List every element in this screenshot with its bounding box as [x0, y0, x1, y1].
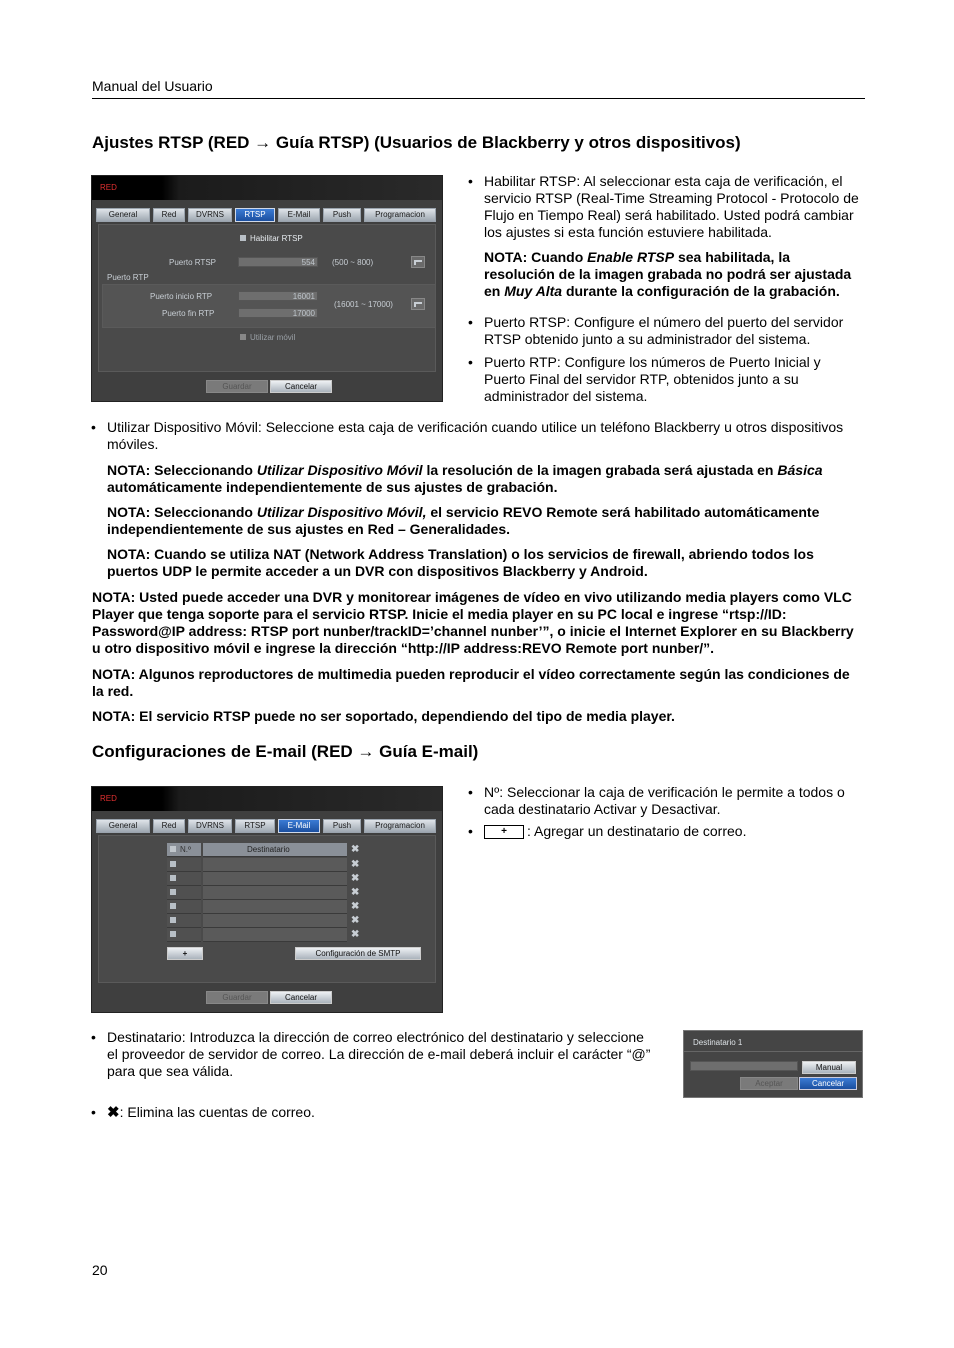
note-emph: Básica: [777, 462, 823, 478]
table-row: [167, 914, 367, 928]
tab-email[interactable]: E-Mail: [278, 819, 320, 833]
row-checkbox[interactable]: [170, 875, 176, 881]
note-text: durante la configuración de la grabación.: [562, 283, 840, 299]
recipient-cell[interactable]: [203, 858, 347, 872]
bullet-no: • Nº: Seleccionar la caja de verificación le permite a todos o cada destinatario Activar y Desactivar.: [468, 784, 845, 817]
bullet-text: Habilitar RTSP: Al seleccionar esta caja de verificación, el servicio RTSP (Real-Time Streaming Protocol - Protocolo de Flujo en Tiempo Real) será habilitado. Usted podrá cambiar los ajustes si esta función estuviere habilitada.: [484, 173, 859, 240]
tab-red[interactable]: Red: [153, 819, 185, 833]
note-vlc: NOTA: Usted puede acceder una DVR y monitorear imágenes de vídeo en vivo utilizando media players como VLC Player que tenga soporte para el servicio RTSP. Inicie el media player en su PC local e ingrese “rtsp://ID: Password@IP address: RTSP port nunber/trackID=’channel nunber’”, o inicie el Internet Explorer en su Blackberry u otro dispositivo móvil e ingrese la dirección “http://IP address:REVO Remote port nunber/”.: [92, 589, 854, 656]
tab-push[interactable]: Push: [323, 819, 361, 833]
save-button[interactable]: Guardar: [206, 380, 268, 393]
page-number: 20: [92, 1262, 108, 1278]
settings-tabs: [96, 208, 438, 222]
tab-programacion[interactable]: Programacion: [364, 208, 436, 222]
delete-icon[interactable]: ✖: [351, 859, 360, 870]
bullet-text: Utilizar Dispositivo Móvil: Seleccione esta caja de verificación cuando utilice un teléfono Blackberry u otros dispositivos móviles.: [107, 419, 844, 452]
email-settings-screen: [91, 786, 443, 1013]
screen-title: RED: [100, 794, 117, 803]
add-recipient-button[interactable]: +: [167, 947, 203, 960]
tab-email[interactable]: E-Mail: [278, 208, 320, 222]
note-text: sea habilitada, la resolución de la imagen grabada no podrá ser ajustada en: [484, 249, 852, 299]
screen-titlebar: [92, 787, 442, 811]
delete-icon[interactable]: ✖: [351, 915, 360, 926]
tab-programacion[interactable]: Programacion: [364, 819, 436, 833]
delete-icon: ✖: [107, 1104, 120, 1122]
rtsp-port-range: (500 ~ 800): [332, 258, 374, 267]
note-emph: Utilizar Dispositivo Móvil: [256, 462, 423, 478]
bullet-enable-rtsp: • Habilitar RTSP: Al seleccionar esta caja de verificación, el servicio RTSP (Real-Time Streaming Protocol - Protocolo de Flujo en Tiempo Real) será habilitado. Usted podrá cambiar los ajustes si esta función estuviere habilitada.: [468, 173, 859, 240]
rtp-start-input[interactable]: 16001: [238, 291, 318, 301]
col-dest-header: [203, 843, 347, 857]
use-mobile-label: Utilizar móvil: [250, 333, 296, 342]
rtp-start-label: Puerto inicio RTP: [150, 292, 213, 301]
tab-red[interactable]: Red: [153, 208, 185, 222]
dialog-title: Destinatario 1: [693, 1038, 743, 1047]
rtp-port-reset-button[interactable]: [411, 298, 425, 310]
bullet-add: • + : Agregar un destinatario de correo.: [468, 823, 747, 839]
bullet-text: : Elimina las cuentas de correo.: [119, 1104, 315, 1120]
table-row: [167, 886, 367, 900]
note-mobile-resolution: [107, 462, 865, 496]
recipient-dialog: [683, 1030, 863, 1098]
recipient-cell[interactable]: [203, 872, 347, 886]
note-text: automáticamente independientemente de sus ajustes de grabación.: [107, 479, 558, 495]
manual-header: Manual del Usuario: [92, 78, 213, 94]
enable-rtsp-checkbox[interactable]: [240, 235, 246, 241]
tab-dvrns[interactable]: DVRNS: [188, 208, 232, 222]
col-no-label: N.º: [180, 845, 191, 854]
rtp-port-group-label: Puerto RTP: [107, 273, 149, 282]
row-checkbox[interactable]: [170, 917, 176, 923]
note-text: la resolución de la imagen grabada será ajustada en: [422, 462, 778, 478]
rtsp-port-reset-button[interactable]: [411, 256, 425, 268]
tab-push[interactable]: Push: [323, 208, 361, 222]
table-row: [167, 900, 367, 914]
screen-titlebar: [92, 176, 442, 200]
note-text: NOTA: Cuando: [484, 249, 588, 265]
recipient-cell[interactable]: [203, 886, 347, 900]
bullet-delete: • ✖: Elimina las cuentas de correo.: [91, 1104, 315, 1122]
bullet-text: Puerto RTP: Configure los números de Puerto Inicial y Puerto Final del servidor RTP, obtenidos junto a su administrador del sistema.: [484, 354, 821, 404]
rtp-end-input[interactable]: 17000: [238, 308, 318, 318]
recipient-cell[interactable]: [203, 914, 347, 928]
dialog-cancel-button[interactable]: Cancelar: [799, 1077, 857, 1090]
table-header: [167, 843, 367, 857]
cancel-button[interactable]: Cancelar: [270, 991, 332, 1004]
rtsp-port-label: Puerto RTSP: [169, 258, 216, 267]
rtsp-port-input[interactable]: 554: [238, 257, 318, 267]
tab-general[interactable]: General: [96, 819, 150, 833]
tab-general[interactable]: General: [96, 208, 150, 222]
recipients-table: [167, 843, 367, 943]
provider-select[interactable]: Manual: [802, 1061, 856, 1074]
row-checkbox[interactable]: [170, 931, 176, 937]
tab-dvrns[interactable]: DVRNS: [188, 819, 232, 833]
note-emph: Enable RTSP: [587, 249, 675, 265]
rtsp-settings-screen: [91, 175, 443, 402]
bullet-text: Puerto RTSP: Configure el número del puerto del servidor RTSP obtenido junto a su administrador del sistema.: [484, 314, 844, 347]
bullet-rtp-port: • Puerto RTP: Configure los números de Puerto Inicial y Puerto Final del servidor RTP, obtenidos junto a su administrador del sistema.: [468, 354, 821, 404]
rtp-port-range: (16001 ~ 17000): [334, 300, 393, 309]
header-rule: [92, 98, 865, 99]
tab-rtsp[interactable]: RTSP: [235, 819, 275, 833]
save-button[interactable]: Guardar: [206, 991, 268, 1004]
screen-title: RED: [100, 183, 117, 192]
delete-icon[interactable]: ✖: [351, 929, 360, 940]
note-text: NOTA: Seleccionando: [107, 504, 257, 520]
row-checkbox[interactable]: [170, 903, 176, 909]
bullet-mobile-device: • Utilizar Dispositivo Móvil: Seleccione esta caja de verificación cuando utilice un teléfono Blackberry u otros dispositivos móviles.: [91, 419, 844, 452]
bullet-text: Destinatario: Introduzca la dirección de correo electrónico del destinatario y seleccione el proveedor de servidor de correo. La dirección de e-mail deberá incluir el carácter “@” para que sea válida.: [107, 1029, 651, 1079]
note-mobile-revo: [107, 504, 865, 538]
bullet-recipient: • Destinatario: Introduzca la dirección de correo electrónico del destinatario y seleccione el proveedor de servidor de correo. La dirección de e-mail deberá incluir el carácter “@” para que sea válida.: [91, 1029, 651, 1079]
col-dest-label: Destinatario: [247, 845, 290, 854]
smtp-config-button[interactable]: Configuración de SMTP: [295, 947, 421, 960]
bullet-text: Nº: Seleccionar la caja de verificación le permite a todos o cada destinatario Activar y Desactivar.: [484, 784, 845, 817]
recipient-cell[interactable]: [203, 900, 347, 914]
delete-icon[interactable]: ✖: [351, 901, 360, 912]
note-nat: NOTA: Cuando se utiliza NAT (Network Address Translation) o los servicios de firewall, abriendo todos los puertos UDP le permite acceder a un DVR con dispositivos Blackberry y Android.: [107, 546, 814, 579]
use-mobile-checkbox[interactable]: [240, 334, 246, 340]
col-no-header: [167, 843, 201, 857]
note-text: NOTA: Seleccionando: [107, 462, 257, 478]
note-players: NOTA: Algunos reproductores de multimedia pueden reproducir el vídeo correctamente según las condiciones de la red.: [92, 666, 850, 699]
select-all-checkbox[interactable]: [170, 846, 176, 852]
add-button-symbol: +: [484, 825, 524, 839]
rtp-end-label: Puerto fin RTP: [162, 309, 215, 318]
table-row: [167, 928, 367, 942]
note-emph: Muy Alta: [504, 283, 563, 299]
recipient-cell[interactable]: [203, 928, 347, 942]
table-row: [167, 858, 367, 872]
tab-rtsp[interactable]: RTSP: [235, 208, 275, 222]
note-text: el servicio REVO Remote será habilitado automáticamente independientemente de sus ajustes en Red – Generalidades.: [107, 504, 820, 537]
enable-rtsp-label: Habilitar RTSP: [250, 234, 303, 243]
accept-button[interactable]: Aceptar: [740, 1077, 798, 1090]
cancel-button[interactable]: Cancelar: [270, 380, 332, 393]
bullet-rtsp-port: • Puerto RTSP: Configure el número del puerto del servidor RTSP obtenido junto a su administrador del sistema.: [468, 314, 844, 347]
row-checkbox[interactable]: [170, 861, 176, 867]
settings-tabs: [96, 819, 438, 833]
table-row: [167, 872, 367, 886]
email-section-heading: Configuraciones de E-mail (RED → Guía E-mail): [92, 742, 479, 761]
bullet-text: : Agregar un destinatario de correo.: [527, 823, 747, 839]
delete-icon[interactable]: ✖: [351, 873, 360, 884]
note-enable-rtsp: [484, 249, 864, 300]
note-emph: Utilizar Dispositivo Móvil,: [256, 504, 427, 520]
rtsp-section-heading: Ajustes RTSP (RED → Guía RTSP) (Usuarios de Blackberry y otros dispositivos): [92, 133, 741, 152]
delete-all-icon[interactable]: ✖: [351, 844, 360, 855]
recipient-email-input[interactable]: [690, 1061, 798, 1071]
note-support: NOTA: El servicio RTSP puede no ser soportado, dependiendo del tipo de media player.: [92, 708, 675, 724]
row-checkbox[interactable]: [170, 889, 176, 895]
delete-icon[interactable]: ✖: [351, 887, 360, 898]
